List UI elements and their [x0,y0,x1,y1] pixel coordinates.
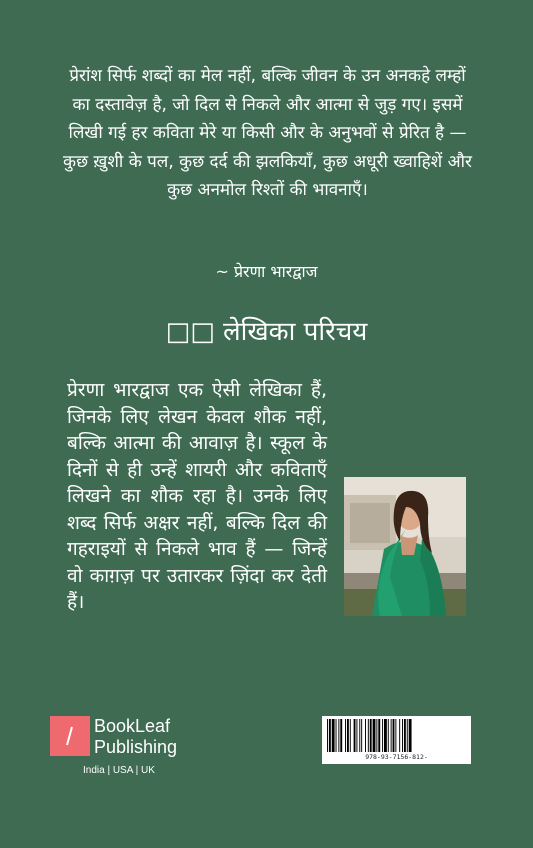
publisher-logo [50,716,200,764]
publisher-name-line2: Publishing [94,737,178,757]
publisher-leaf-icon [50,716,90,756]
blurb-signature: ~ प्रेरणा भारद्वाज [215,262,318,281]
heading-icon-glyphs: □□ [165,317,215,347]
author-intro-heading [0,312,533,352]
author-photo [344,477,466,616]
publisher-regions: India | USA | UK [83,765,155,776]
isbn-barcode [322,716,471,764]
author-bio: प्रेरणा भारद्वाज एक ऐसी लेखिका हैं, जिनके लिए लेखन केवल शौक नहीं, बल्कि आत्मा की आवाज़ है। स्कूल के दिनों से ही उन्हें शायरी और कविताएँ लिखने का शौक रहा है। उनके लिए शब्द सिर्फ अक्षर नहीं, बल्कि दिल की गहराइयों से निकले भाव हैं — जिन्हें वो काग़ज़ पर उतारकर ज़िंदा कर देती हैं। [67,379,327,613]
isbn-number: 978-93-7156-812- [365,753,428,761]
barcode-bars-icon [327,719,466,752]
cover-blurb: प्रेरांश सिर्फ शब्दों का मेल नहीं, बल्कि जीवन के उन अनकहे लम्हों का दस्तावेज़ है, जो दिल से निकले और आत्मा से जुड़ गए। इसमें लिखी गई हर कविता मेरे या किसी और के अनुभवों से प्रेरित है — कुछ ख़ुशी के पल, कुछ दर्द की झलकियाँ, कुछ अधूरी ख्वाहिशें और कुछ अनमोल रिश्तों की भावनाएँ। [63,66,472,200]
heading-text: लेखिका परिचय [223,317,368,347]
author-portrait-icon [344,477,466,616]
publisher-name-line1: BookLeaf [94,716,171,736]
